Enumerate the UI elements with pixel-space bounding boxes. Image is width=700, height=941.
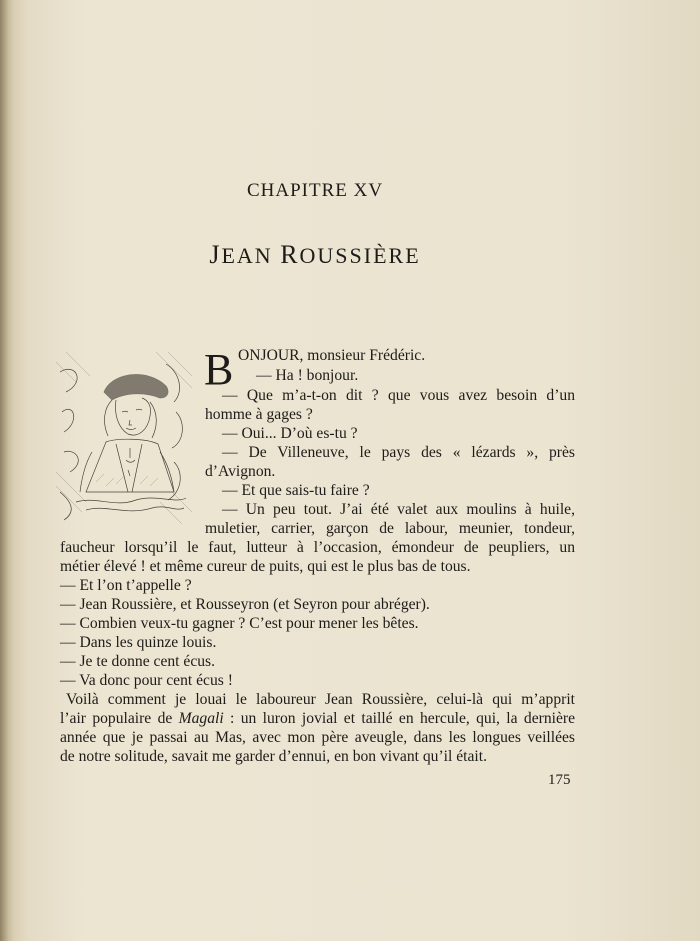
text-line: — Va donc pour cent écus !: [60, 672, 233, 689]
text-line: d’Avignon.: [205, 463, 276, 480]
text-line: — Je te donne cent écus.: [60, 653, 216, 670]
text-line: — Combien veux-tu gagner ? C’est pour mener les bêtes.: [60, 615, 419, 632]
text-line: — Dans les quinze louis.: [60, 634, 217, 651]
title-initial-r: R: [280, 240, 300, 269]
text-line: métier élevé ! et même cureur de puits, qui est le plus bas de tous.: [60, 558, 471, 575]
chapter-title: [0, 240, 630, 270]
page-gutter-shadow: [0, 0, 14, 941]
text-line: — Que m’a-t-on dit ? que vous avez besoin d’un: [222, 387, 575, 404]
portrait-engraving: [56, 352, 192, 524]
text-line: — Oui... D’où es-tu ?: [222, 425, 358, 442]
drop-cap: B: [204, 345, 234, 394]
text-line: — Et l’on t’appelle ?: [60, 577, 192, 594]
text-line: année que je passai au Mas, avec mon père aveugle, dans les longues veillées: [60, 729, 575, 746]
page-number: 175: [548, 772, 571, 788]
song-title-magali: Magali: [178, 710, 224, 727]
title-initial-j: J: [209, 240, 222, 269]
text-line: homme à gages ?: [205, 406, 313, 423]
text-line: [60, 709, 575, 729]
text-line: — De Villeneuve, le pays des « lézards », près: [222, 444, 575, 461]
text-line: ONJOUR, monsieur Frédéric.: [238, 347, 426, 364]
chapter-label: CHAPITRE XV: [246, 180, 384, 201]
text-line: — Ha ! bonjour.: [256, 367, 359, 384]
text-line: Voilà comment je louai le laboureur Jean Roussière, celui-là qui m’apprit: [66, 691, 575, 708]
text-line: — Et que sais-tu faire ?: [222, 482, 370, 499]
text-segment: : un luron jovial et taillé en hercule, qui, la dernière: [223, 710, 575, 727]
text-line: faucheur lorsqu’il le faut, lutteur à l’occasion, émondeur de peupliers, un: [60, 539, 575, 556]
text-line: — Un peu tout. J’ai été valet aux moulins à huile,: [222, 501, 575, 518]
text-segment: l’air populaire de: [60, 710, 179, 727]
text-line: — Jean Roussière, et Rousseyron (et Seyron pour abréger).: [60, 596, 430, 613]
text-line: de notre solitude, savait me garder d’ennui, en bon vivant qu’il était.: [60, 748, 487, 765]
text-line: muletier, carrier, garçon de labour, meunier, tondeur,: [205, 520, 575, 537]
title-rest-roussiere: OUSSIÈRE: [299, 243, 421, 268]
title-rest-jean: EAN: [221, 243, 281, 268]
